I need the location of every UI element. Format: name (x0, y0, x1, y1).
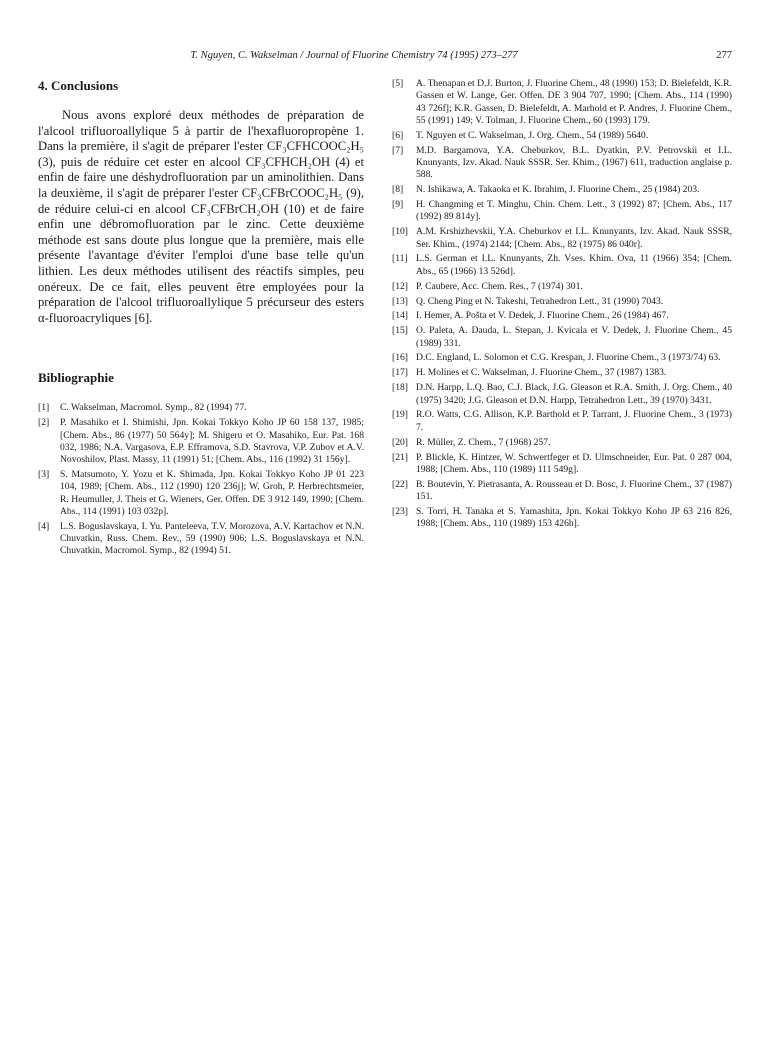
reference-number: [1] (38, 402, 50, 414)
reference-number: [7] (392, 144, 404, 156)
reference-text: D.N. Harpp, L.Q. Bao, C.J. Black, J.G. Gleason et R.A. Smith, J. Org. Chem., 40 (1975) 3420; J.G. Gleason et D.N. Harpp, Tetrahedron Lett., 39 (1970) 3431. (416, 382, 732, 406)
reference-item (392, 130, 732, 142)
reference-number: [19] (392, 409, 408, 421)
reference-text: D.C. England, L. Solomon et C.G. Krespan, J. Fluorine Chem., 3 (1973/74) 63. (416, 352, 721, 364)
conclusions-paragraph: Nous avons exploré deux méthodes de préparation de l'alcool trifluoroallylique 5 à partir de l'hexafluoropropène 1. Dans la première, il s'agit de préparer l'ester CF₃CFHCOOC₂H₅ (3), puis de réduire cet ester en alcool CF₃CFHCH₂OH (4) et enfin de faire une déshydrofluoration par un aminolithien. Dans la deuxième, il s'agit de préparer l'ester CF₃CFBrCOOC₂H₅ (9), de réduire celui-ci en alcool CF₃CFBrCH₂OH (10) et de faire enfin une débromofluoration par le zinc. Cette deuxième méthode est sans doute plus longue que la première, mais elle présente l'avantage d'éviter l'emploi d'une base telle qu'un lithien. Les deux méthodes utilisent des réactifs simples, peu onéreux. De ce fait, elles peuvent être employées pour la préparation de l'alcool trifluoroallylique 5 précurseur des esters α-fluoroacryliques [6]. (38, 108, 364, 325)
reference-text: Q. Cheng Ping et N. Takeshi, Tetrahedron Lett., 31 (1990) 7043. (416, 295, 664, 307)
reference-item (392, 78, 732, 127)
reference-item (392, 382, 732, 407)
reference-text: H. Molines et C. Wakselman, J. Fluorine Chem., 37 (1987) 1383. (416, 367, 667, 379)
reference-number: [10] (392, 226, 408, 238)
reference-list-left (38, 402, 364, 557)
reference-text: O. Paleta, A. Dauda, L. Stepan, J. Kvicala et V. Dedek, J. Fluorine Chem., 45 (1989) 331. (416, 325, 732, 349)
reference-item (38, 402, 364, 414)
reference-text: R. Müller, Z. Chem., 7 (1968) 257. (416, 436, 551, 448)
reference-text: S. Matsumoto, Y. Yozu et K. Shimada, Jpn. Kokai Tokkyo Koho JP 01 223 104, 1989; [Chem. Abs., 112 (1990) 120 236j]; W. Groh, P. Herbrechtsmeier, R. Heumuller, J. Theis et G. Wieners, Ger. Offen. DE 3 912 149, 1990; [Chem. Abs., 114 (1991) 103 032p]. (60, 468, 364, 517)
reference-item (392, 310, 732, 322)
reference-item (392, 226, 732, 251)
running-head: T. Nguyen, C. Wakselman / Journal of Fluorine Chemistry 74 (1995) 273–277 (190, 50, 518, 61)
reference-number: [22] (392, 478, 408, 490)
running-header (36, 50, 732, 64)
conclusions-heading: 4. Conclusions (38, 78, 119, 93)
reference-number: [5] (392, 78, 404, 89)
reference-item (392, 281, 732, 293)
reference-number: [20] (392, 436, 408, 448)
reference-number: [2] (38, 417, 50, 429)
reference-item (38, 469, 364, 518)
reference-text: M.D. Bargamova, Y.A. Cheburkov, B.L. Dyatkin, P.V. Petrovskii et I.L. Knunyants, Izv. Akad. Nauk SSSR. Ser. Khim., (1967) 611, traduction anglaise p. 588. (416, 144, 732, 181)
page-number: 277 (716, 50, 732, 61)
reference-text: N. Ishikawa, A. Takaoka et K. Ibrahim, J. Fluorine Chem., 25 (1984) 203. (416, 184, 700, 196)
reference-item (392, 452, 732, 477)
reference-text: A. Thenapan et D.J. Burton, J. Fluorine Chem., 48 (1990) 153; D. Bielefeldt, K.R. Gassen et W. Lange, Ger. Offen. DE 3 904 707, 1990; [Chem. Abs., 114 (1990) 43 726f]; K.R. Gassen, D. Bielefeldt, A. Marhold et P. Andres, J. Fluorine Chem., 55 (1991) 149; V. Tolman, J. Fluorine Chem., 60 (1993) 179. (416, 78, 732, 126)
reference-item (392, 367, 732, 379)
reference-item (392, 479, 732, 504)
reference-text: P. Caubere, Acc. Chem. Res., 7 (1974) 301. (416, 280, 583, 292)
reference-text: A.M. Krshizhevskii, Y.A. Cheburkov et I.L. Knunyants, Izv. Akad. Nauk SSSR, Ser. Khim., (1974) 2144; [Chem. Abs., 82 (1975) 86 040r]. (416, 226, 732, 250)
reference-item (392, 352, 732, 364)
reference-text: P. Blickle, K. Hintzer, W. Schwertfeger et D. Ulmschneider, Eur. Pat. 0 287 004, 1988; [Chem. Abs., 110 (1989) 111 549g]. (416, 451, 732, 475)
reference-number: [12] (392, 280, 408, 292)
reference-number: [15] (392, 325, 408, 337)
reference-number: [21] (392, 451, 408, 463)
reference-text: C. Wakselman, Macromol. Symp., 82 (1994) 77. (60, 402, 247, 414)
reference-item (392, 325, 732, 350)
reference-number: [8] (392, 184, 404, 196)
reference-item (38, 417, 364, 466)
reference-item (392, 253, 732, 278)
reference-list-right (392, 78, 732, 530)
reference-item (392, 184, 732, 196)
reference-number: [17] (392, 367, 408, 379)
reference-number: [11] (392, 253, 408, 265)
reference-item (392, 145, 732, 182)
reference-text: T. Nguyen et C. Wakselman, J. Org. Chem., 54 (1989) 5640. (416, 129, 649, 141)
right-column (392, 78, 732, 533)
reference-text: L.S. German et I.L. Knunyants, Zh. Vses. Khim. Ova, 11 (1966) 354; [Chem. Abs., 65 (1966) 13 526d]. (416, 253, 732, 277)
reference-text: H. Changming et T. Minghu, Chin. Chem. Lett., 3 (1992) 87; [Chem. Abs., 117 (1992) 89 814y]. (416, 199, 732, 223)
reference-text: I. Hemer, A. Pošta et V. Dedek, J. Fluorine Chem., 26 (1984) 467. (416, 310, 669, 322)
reference-item (392, 199, 732, 224)
reference-text: R.O. Watts, C.G. Allison, K.P. Barthold et P. Tarrant, J. Fluorine Chem., 3 (1973) 7. (416, 409, 732, 433)
reference-item (392, 296, 732, 308)
bibliography-heading: Bibliographie (38, 370, 114, 386)
reference-number: [16] (392, 352, 408, 364)
reference-number: [6] (392, 129, 404, 141)
reference-number: [23] (392, 505, 408, 517)
reference-number: [4] (38, 520, 50, 532)
reference-number: [13] (392, 295, 408, 307)
reference-item (38, 521, 364, 558)
reference-text: P. Masahiko et I. Shimishi, Jpn. Kokai Tokkyo Koho JP 60 158 137, 1985; [Chem. Abs., 86 (1977) 50 564y]; M. Shigeru et O. Masahiko, Eur. Pat. 168 032, 1986; N.A. Vargasova, E.P. Efframova, S.D. Stavrova, V.P. Zubov et A.V. Novoshilov, Plast. Massy, 11 (1991) 51; [Chem. Abs., 116 (1992) 31 156y]. (60, 417, 364, 466)
reference-item (392, 506, 732, 531)
reference-item (392, 409, 732, 434)
left-column (38, 78, 364, 560)
reference-item (392, 437, 732, 449)
reference-text: S. Torri, H. Tanaka et S. Yamashita, Jpn. Kokai Tokkyo Koho JP 63 216 826, 1988; [Chem. Abs., 110 (1989) 153 426h]. (416, 505, 732, 530)
reference-number: [9] (392, 199, 404, 211)
reference-number: [18] (392, 382, 408, 394)
reference-text: L.S. Boguslavskaya, I. Yu. Panteleeva, T.V. Morozova, A.V. Kartachov et N.N. Chuvatkin, Russ. Chem. Rev., 59 (1990) 906; L.S. Boguslavskaya et N.N. Chuvatkin, Macromol. Symp., 82 (1994) 51. (60, 520, 364, 557)
reference-text: B. Boutevin, Y. Pietrasanta, A. Rousseau et D. Bosc, J. Fluorine Chem., 37 (1987) 151. (416, 478, 732, 502)
reference-number: [3] (38, 468, 50, 480)
reference-number: [14] (392, 310, 408, 322)
